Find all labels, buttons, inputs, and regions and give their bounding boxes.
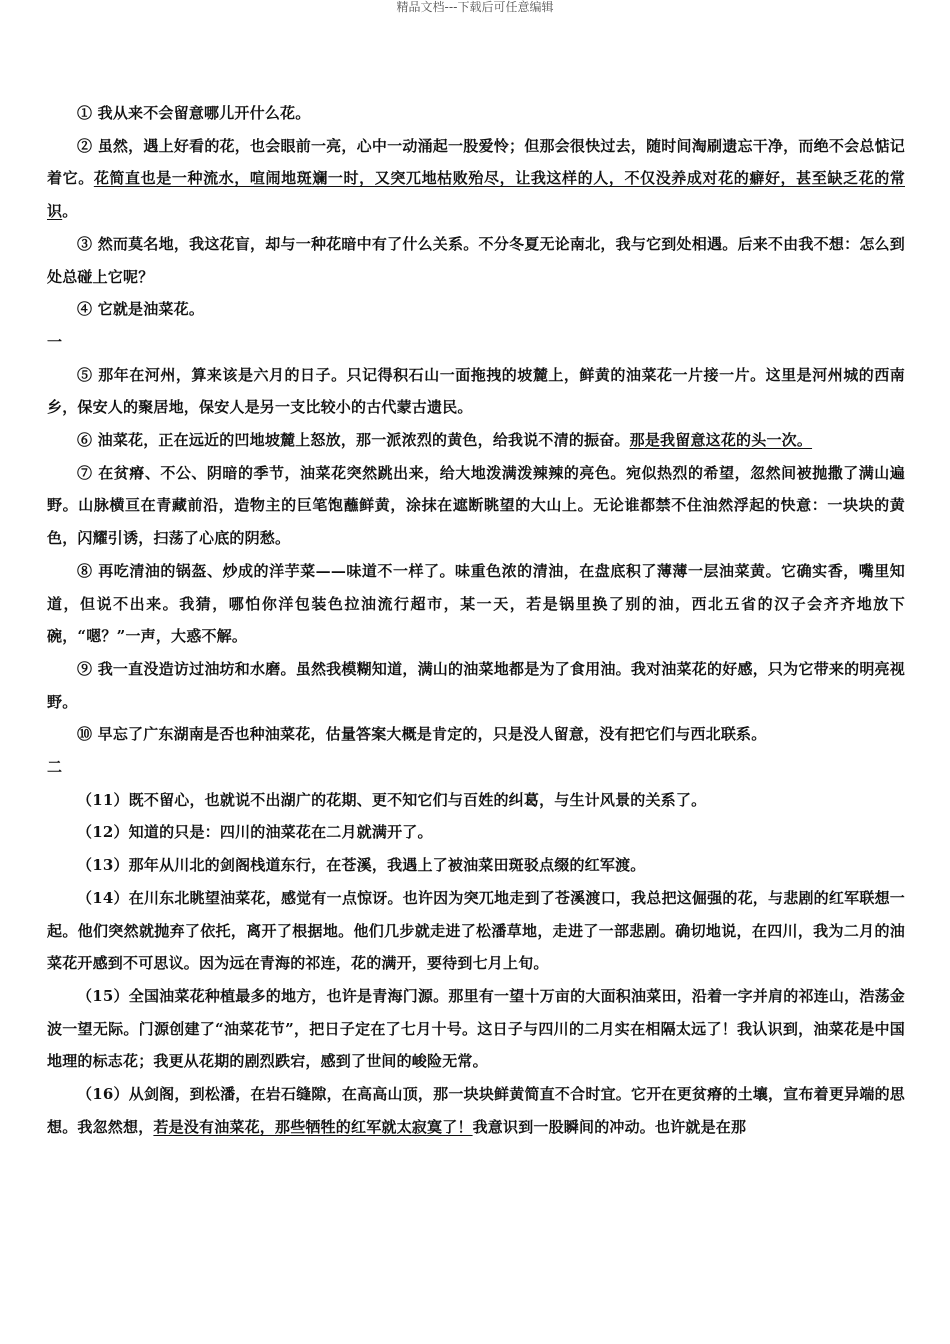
paragraph-text: （11）既不留心，也就说不出湖广的花期、更不知它们与百姓的纠葛，与生计风景的关系了。 <box>77 790 707 809</box>
paragraph <box>47 424 905 457</box>
paragraph <box>47 784 905 817</box>
paragraph-text: ⑨ 我一直没造访过油坊和水磨。虽然我模糊知道，满山的油菜地都是为了食用油。我对油菜花的好感，只为它带来的明亮视野。 <box>47 659 905 711</box>
paragraph <box>47 718 905 751</box>
paragraph <box>47 816 905 849</box>
paragraph <box>47 1078 905 1143</box>
paragraph-text: ① 我从来不会留意哪儿开什么花。 <box>77 104 311 122</box>
paragraph-text: ④ 它就是油菜花。 <box>77 300 205 319</box>
paragraph <box>47 97 905 130</box>
paragraph <box>47 653 905 718</box>
paragraph-text: 。 <box>62 202 78 221</box>
section-marker <box>47 326 905 359</box>
paragraph-text: ⑧ 再吃清油的锅盔、炒成的洋芋菜——味道不一样了。味重色浓的清油，在盘底积了薄薄一层油菜黄。它确实香，嘴里知道，但说不出来。我猜，哪怕你洋包装色拉油流行超市，某一天，若是锅里换了别的油，西北五省的汉子会齐齐地放下碗，“嗯？”一声，大惑不解。 <box>47 561 905 646</box>
paragraph <box>47 457 905 555</box>
paragraph <box>47 882 905 980</box>
paragraph <box>47 228 905 293</box>
paragraph <box>47 293 905 326</box>
paragraph-text: ⑤ 那年在河州，算来该是六月的日子。只记得积石山一面拖拽的坡麓上，鲜黄的油菜花一片接一片。这里是河州城的西南乡，保安人的聚居地，保安人是另一支比较小的古代蒙古遗民。 <box>47 365 905 417</box>
paragraph-text: ⑥ 油菜花，正在远近的凹地坡麓上怒放，那一派浓烈的黄色，给我说不清的振奋。 <box>77 431 630 450</box>
paragraph <box>47 359 905 424</box>
paragraph-text: （16）从剑阁，到松潘，在岩石缝隙，在高高山顶，那一块块鲜黄简直不合时宜。它开在更贫瘠的土壤，宣布着更异端的思想。我忽然想， <box>47 1085 905 1136</box>
paragraph <box>47 849 905 882</box>
section-marker <box>47 751 905 784</box>
paragraph-text: ② 虽然，遇上好看的花，也会眼前一亮，心中一动涌起一股爱怜；但那会很快过去，随时间淘刷遗忘干净，而绝不会总惦记着它。 <box>47 136 905 188</box>
paragraph-text: （13）那年从川北的剑阁栈道东行，在苍溪，我遇上了被油菜田斑驳点缀的红军渡。 <box>77 856 646 875</box>
paragraph <box>47 980 905 1078</box>
underlined-text: 花简直也是一种流水，喧闹地斑斓一时，又突兀地枯败殆尽，让我这样的人，不仅没养成对花的癖好，甚至缺乏花的常识 <box>47 169 905 221</box>
paragraph-text: （12）知道的只是：四川的油菜花在二月就满开了。 <box>77 823 433 842</box>
underlined-text: 若是没有油菜花，那些牺牲的红军就太寂寞了！ <box>153 1117 473 1136</box>
paragraph-text: 二 <box>47 758 63 777</box>
paragraph-text: （14）在川东北眺望油菜花，感觉有一点惊讶。也许因为突兀地走到了苍溪渡口，我总把这倔强的花，与悲剧的红军联想一起。他们突然就抛弃了依托，离开了根据地。他们几步就走进了松潘草地，走进了一部悲剧。确切地说，在四川，我为二月的油菜花开感到不可思议。因为远在青海的祁连，花的满开，要待到七月上旬。 <box>47 888 905 973</box>
paragraph-text: ③ 然而莫名地，我这花盲，却与一种花暗中有了什么关系。不分冬夏无论南北，我与它到处相遇。后来不由我不想：怎么到处总碰上它呢？ <box>47 234 905 286</box>
paragraph-text: ⑦ 在贫瘠、不公、阴暗的季节，油菜花突然跳出来，给大地泼满泼辣辣的亮色。宛似热烈的希望，忽然间被抛撒了满山遍野。山脉横亘在青藏前沿，造物主的巨笔饱蘸鲜黄，涂抹在遮断眺望的大山上。无论谁都禁不住油然浮起的快意：一块块的黄色，闪耀引诱，扫荡了心底的阴愁。 <box>47 463 905 548</box>
paragraph <box>47 130 905 228</box>
paragraph-text: 我意识到一股瞬间的冲动。也许就是在那 <box>472 1117 747 1136</box>
paragraph-text: 一 <box>47 332 63 351</box>
underlined-text: 那是我留意这花的头一次。 <box>629 431 813 450</box>
page-header: 精品文档---下载后可任意编辑 <box>396 0 554 14</box>
paragraph-text: （15）全国油菜花种植最多的地方，也许是青海门源。那里有一望十万亩的大面积油菜田，沿着一字并肩的祁连山，浩荡金波一望无际。门源创建了“油菜花节”，把日子定在了七月十号。这日子与四川的二月实在相隔太远了！我认识到，油菜花是中国地理的标志花；我更从花期的剧烈跌宕，感到了世间的峻险无常。 <box>47 986 905 1071</box>
document-body <box>47 97 905 1144</box>
paragraph <box>47 555 905 653</box>
paragraph-text: ⑩ 早忘了广东湖南是否也种油菜花，估量答案大概是肯定的，只是没人留意，没有把它们与西北联系。 <box>77 725 767 744</box>
